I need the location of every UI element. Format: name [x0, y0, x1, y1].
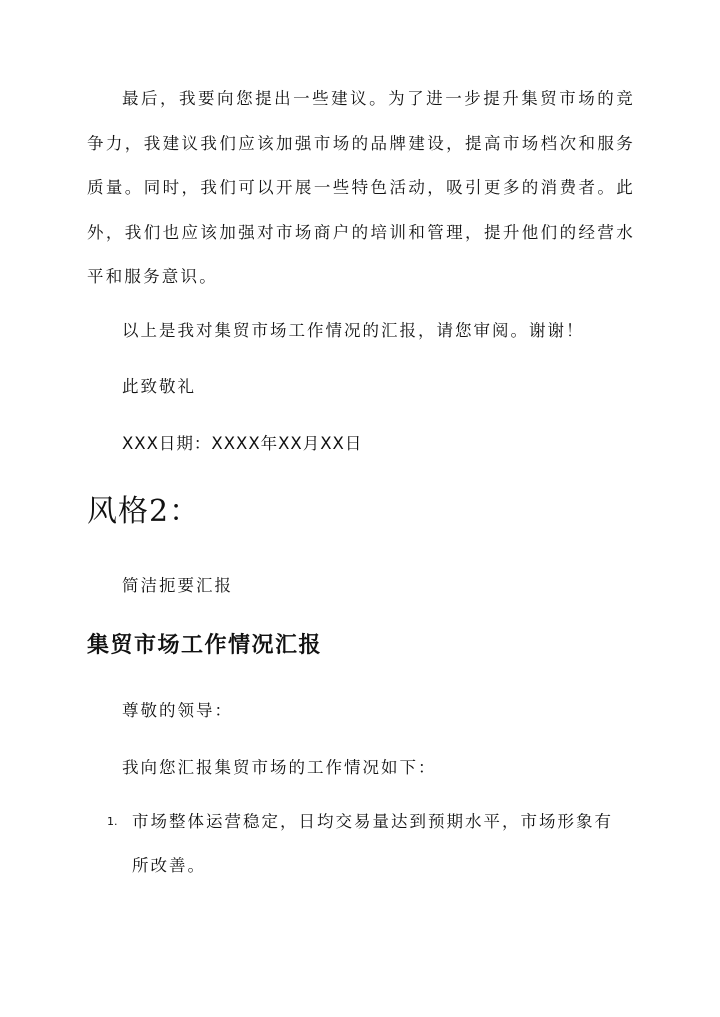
signature-date: XXX日期：XXXX年XX月XX日 [122, 434, 363, 453]
report-title: 集贸市场工作情况汇报 [87, 632, 323, 658]
report-list [102, 800, 622, 888]
list-item-text: 市场整体运营稳定，日均交易量达到预期水平，市场形象有所改善。 [132, 812, 613, 875]
style-heading: 风格2： [87, 494, 201, 529]
intro-line: 我向您汇报集贸市场的工作情况如下： [122, 758, 437, 777]
salutation: 此致敬礼 [122, 377, 196, 396]
greeting: 尊敬的领导： [122, 701, 233, 720]
list-item [102, 800, 622, 888]
closing-line: 以上是我对集贸市场工作情况的汇报，请您审阅。谢谢！ [122, 321, 585, 340]
suggestion-paragraph: 最后，我要向您提出一些建议。为了进一步提升集贸市场的竞争力，我建议我们应该加强市场的品牌建设，提高市场档次和服务质量。同时，我们可以开展一些特色活动，吸引更多的消费者。此外，我们也应该加强对市场商户的培训和管理，提升他们的经营水平和服务意识。 [87, 89, 635, 286]
list-item-number: 1. [107, 815, 118, 828]
style-subtitle: 简洁扼要汇报 [122, 576, 233, 595]
